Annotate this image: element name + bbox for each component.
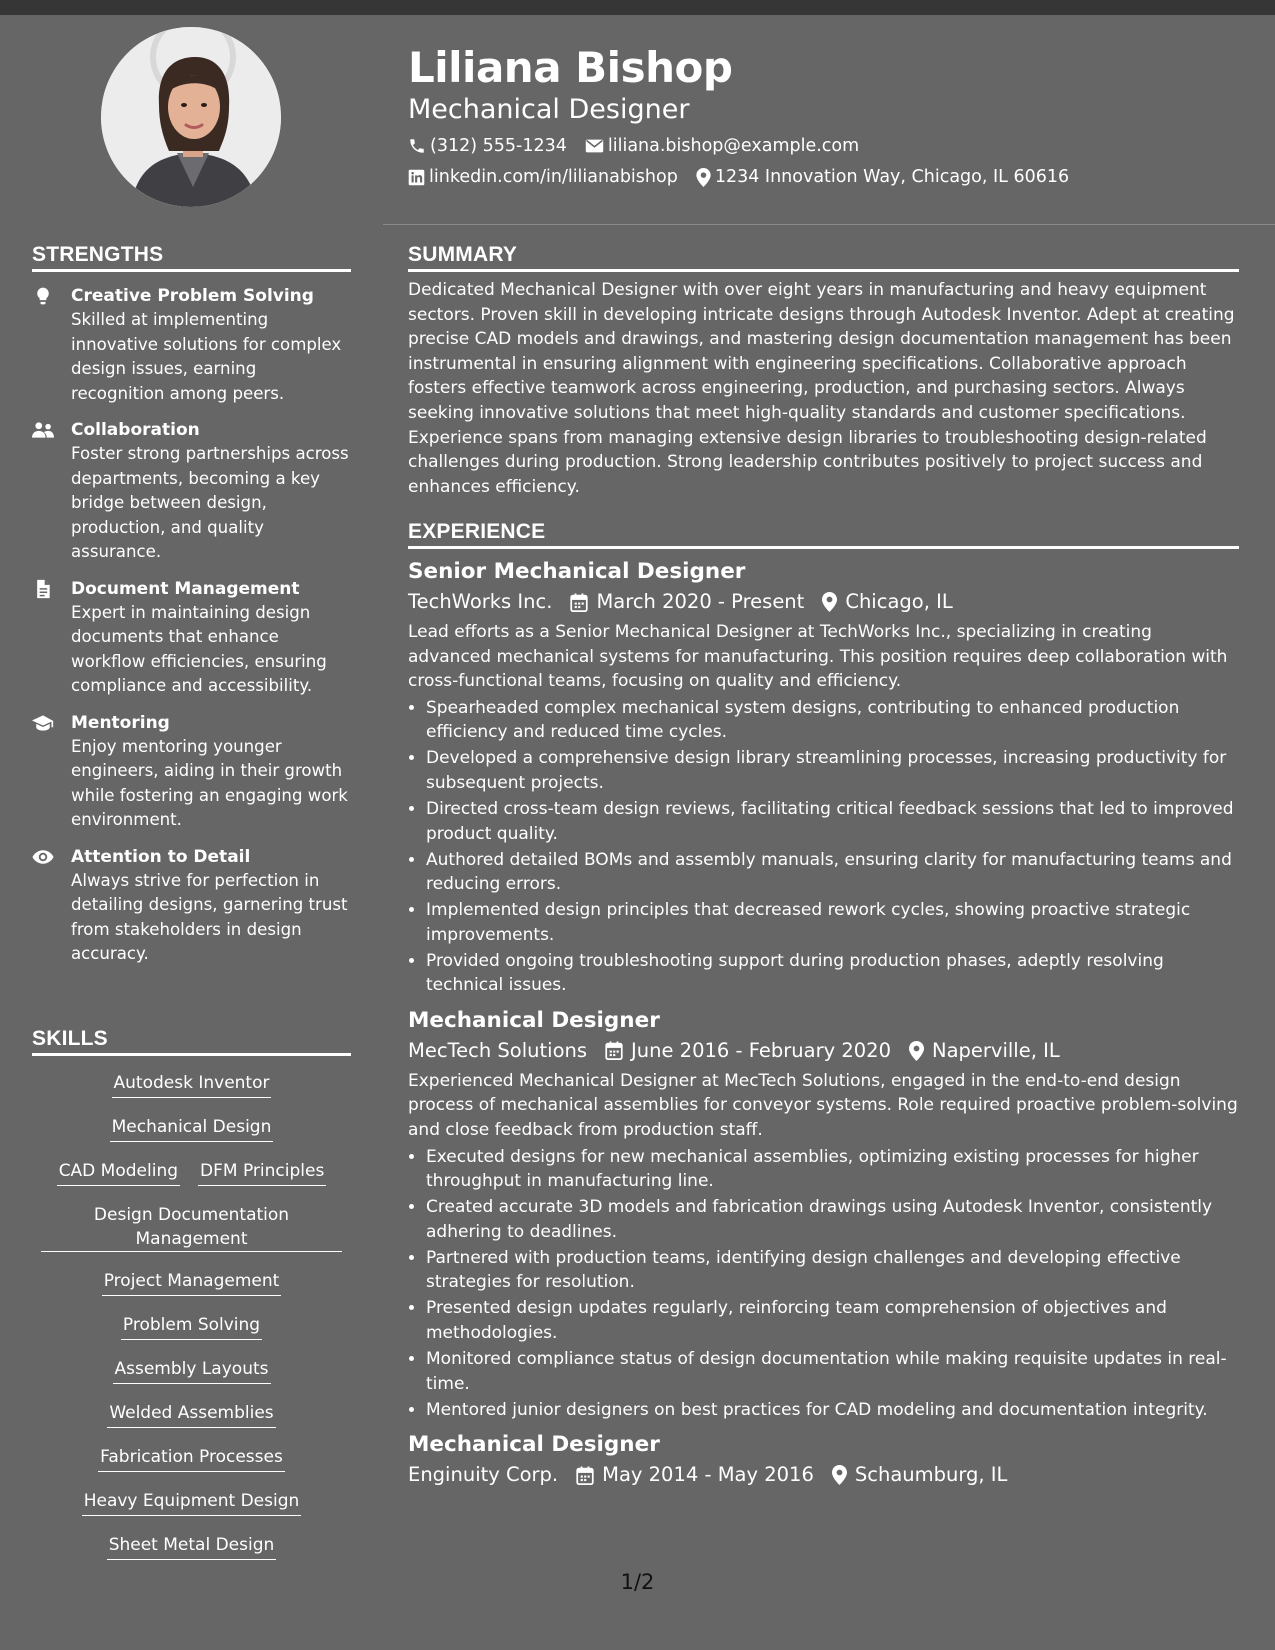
- job-bullet: • Directed cross-team design reviews, facilitating critical feedback sessions that led to improved product quality.: [426, 797, 1239, 846]
- phone-icon: [408, 137, 426, 155]
- skills-heading: SKILLS: [32, 1027, 351, 1056]
- document-icon: [32, 579, 54, 599]
- calendar-icon: [605, 1041, 623, 1060]
- job-bullet: • Developed a comprehensive design library streamlining processes, increasing productivity for subsequent projects.: [426, 746, 1239, 795]
- strength-title: Collaboration: [71, 420, 200, 440]
- users-icon: [32, 420, 54, 440]
- address-contact: [696, 165, 1069, 189]
- job-bullets: [408, 1145, 1239, 1422]
- job-title: Mechanical Designer: [408, 1432, 660, 1458]
- experience-heading: EXPERIENCE: [408, 520, 1239, 549]
- job-dates: [570, 587, 804, 617]
- job-dates-text: March 2020 - Present: [596, 590, 805, 613]
- strength-desc: Expert in maintaining design documents that enhance workflow efficiencies, ensuring compliance and accessibility.: [71, 602, 327, 695]
- profile-photo: [101, 27, 281, 207]
- job-title: Senior Mechanical Designer: [408, 559, 746, 584]
- strength-title: Attention to Detail: [71, 846, 251, 867]
- job-entry: [408, 1430, 1239, 1490]
- summary-text: Dedicated Mechanical Designer with over eight years in manufacturing and heavy equipment sectors. Proven skill in developing intricate designs through Autodesk Inventor. Adept at creating precise CAD models and drawings, and mastering design documentation management has been instrumental in ensuring alignment with engineering specifications. Collaborative approach fosters effective teamwork across engineering, production, and purchasing sectors. Always seeking innovative solutions that meet high-quality standards and customer specifications. Experience spans from managing extensive design libraries to troubleshooting design-related challenges during production. Strong leadership contributes positively to project success and enhances efficiency.: [408, 280, 1235, 497]
- job-dates: [576, 1460, 814, 1490]
- skill-tag: Fabrication Processes: [98, 1445, 285, 1472]
- job-location-text: Schaumburg, IL: [854, 1463, 1008, 1487]
- portrait-image: [101, 27, 281, 207]
- job-bullet: • Authored detailed BOMs and assembly manuals, ensuring clarity for manufacturing teams and reducing errors.: [426, 848, 1239, 897]
- header-divider: [383, 224, 1275, 225]
- job-description: Experienced Mechanical Designer at MecTech Solutions, engaged in the end-to-end design process of mechanical assemblies for conveyor systems. Role required proactive problem-solving and close feedback from production staff.: [408, 1070, 1238, 1141]
- email-contact[interactable]: [585, 134, 859, 158]
- skill-tag: Welded Assemblies: [107, 1401, 275, 1428]
- map-pin-icon: [909, 1041, 924, 1061]
- calendar-icon: [576, 1466, 594, 1485]
- skill-tag: Assembly Layouts: [113, 1357, 271, 1384]
- job-bullet: • Created accurate 3D models and fabrication drawings using Autodesk Inventor, consistently adhering to deadlines.: [426, 1195, 1239, 1244]
- candidate-name: Liliana Bishop: [408, 43, 733, 92]
- graduation-cap-icon: [32, 713, 54, 733]
- summary-section: [408, 243, 1239, 499]
- linkedin-icon: [408, 169, 425, 186]
- contact-row-2: [408, 165, 1087, 189]
- job-bullet: • Presented design updates regularly, reinforcing team comprehension of objectives and methodologies.: [426, 1296, 1239, 1345]
- job-title: Mechanical Designer: [408, 1007, 660, 1033]
- company-name: TechWorks Inc.: [408, 590, 553, 613]
- skills-section: [32, 1027, 351, 1568]
- email-text: liliana.bishop@example.com: [607, 136, 860, 156]
- company-name: MecTech Solutions: [408, 1038, 588, 1062]
- job-location: [822, 587, 952, 617]
- address-text: 1234 Innovation Way, Chicago, IL 60616: [714, 167, 1070, 187]
- skill-tag: Sheet Metal Design: [107, 1533, 277, 1560]
- job-entry: [408, 1006, 1239, 1422]
- skill-list: [32, 1062, 351, 1568]
- strength-title: Creative Problem Solving: [71, 286, 314, 306]
- job-meta: [408, 1036, 1239, 1066]
- job-description: Lead efforts as a Senior Mechanical Designer at TechWorks Inc., specializing in creating advanced mechanical systems for manufacturing. This position requires deep collaboration with cross-functional teams, focusing on quality and efficiency.: [408, 622, 1228, 692]
- strength-desc: Always strive for perfection in detailing designs, garnering trust from stakeholders in design accuracy.: [71, 870, 348, 963]
- skill-tag: Design Documentation Management: [41, 1203, 342, 1252]
- skill-tag: DFM Principles: [198, 1159, 326, 1186]
- phone-text: (312) 555-1234: [430, 136, 567, 156]
- skill-tag: CAD Modeling: [57, 1159, 180, 1186]
- calendar-icon: [570, 593, 588, 612]
- job-location: [832, 1460, 1008, 1490]
- map-pin-icon: [696, 168, 711, 187]
- skill-tag: Autodesk Inventor: [112, 1071, 272, 1098]
- job-bullet: • Implemented design principles that decreased rework cycles, showing proactive strategic improvements.: [426, 898, 1239, 947]
- page-number: 1/2: [620, 1570, 655, 1594]
- eye-icon: [32, 847, 54, 867]
- strength-item: [32, 418, 351, 565]
- job-dates: [605, 1036, 891, 1066]
- envelope-icon: [585, 138, 604, 154]
- skill-tag: Project Management: [102, 1269, 282, 1296]
- skill-tag: Mechanical Design: [110, 1115, 274, 1142]
- strength-desc: Skilled at implementing innovative solutions for complex design issues, earning recognition among peers.: [71, 310, 342, 403]
- strengths-section: [32, 243, 351, 967]
- strength-item: [32, 284, 351, 406]
- job-bullet: • Partnered with production teams, identifying design challenges and developing effective strategies for resolution.: [426, 1246, 1239, 1295]
- strength-desc: Foster strong partnerships across departments, becoming a key bridge between design, production, and quality assurance.: [71, 444, 349, 561]
- job-bullets: [408, 696, 1239, 998]
- strength-item: [32, 845, 351, 967]
- linkedin-contact[interactable]: [408, 165, 678, 189]
- strength-desc: Enjoy mentoring younger engineers, aiding in their growth while fostering an engaging work environment.: [71, 736, 348, 829]
- resume-page: [0, 15, 1275, 1650]
- candidate-title: Mechanical Designer: [408, 94, 690, 125]
- strength-item: [32, 711, 351, 833]
- job-dates-text: June 2016 - February 2020: [631, 1038, 891, 1062]
- lightbulb-icon: [32, 286, 54, 306]
- job-bullet: • Provided ongoing troubleshooting support during production phases, adeptly resolving technical issues.: [426, 949, 1239, 998]
- job-bullet: • Mentored junior designers on best practices for CAD modeling and documentation integrity.: [426, 1398, 1239, 1423]
- summary-heading: SUMMARY: [408, 243, 1239, 272]
- strength-item: [32, 577, 351, 699]
- job-location-text: Naperville, IL: [931, 1038, 1060, 1062]
- job-meta: [408, 1460, 1239, 1490]
- job-entry: [408, 557, 1239, 998]
- job-bullet: • Executed designs for new mechanical assemblies, optimizing existing processes for higher throughput in manufacturing line.: [426, 1145, 1239, 1194]
- strength-title: Mentoring: [71, 712, 170, 733]
- map-pin-icon: [822, 592, 837, 612]
- company-name: Enginuity Corp.: [408, 1463, 559, 1487]
- skill-tag: Heavy Equipment Design: [82, 1489, 302, 1516]
- skill-tag: Problem Solving: [121, 1313, 262, 1340]
- phone-contact[interactable]: [408, 134, 567, 158]
- experience-section: [408, 520, 1239, 1490]
- strength-title: Document Management: [71, 578, 300, 599]
- job-dates-text: May 2014 - May 2016: [602, 1463, 814, 1487]
- job-bullet: • Spearheaded complex mechanical system designs, contributing to enhanced production efficiency and reduced time cycles.: [426, 696, 1239, 745]
- map-pin-icon: [832, 1465, 847, 1485]
- job-meta: [408, 587, 1239, 617]
- contact-row-1: [408, 134, 877, 158]
- job-location-text: Chicago, IL: [845, 590, 953, 613]
- job-location: [909, 1036, 1060, 1066]
- top-bar: [0, 0, 1275, 15]
- job-bullet: • Monitored compliance status of design documentation while making requisite updates in real-time.: [426, 1347, 1239, 1396]
- linkedin-text: linkedin.com/in/lilianabishop: [429, 167, 678, 187]
- strengths-heading: STRENGTHS: [32, 243, 351, 272]
